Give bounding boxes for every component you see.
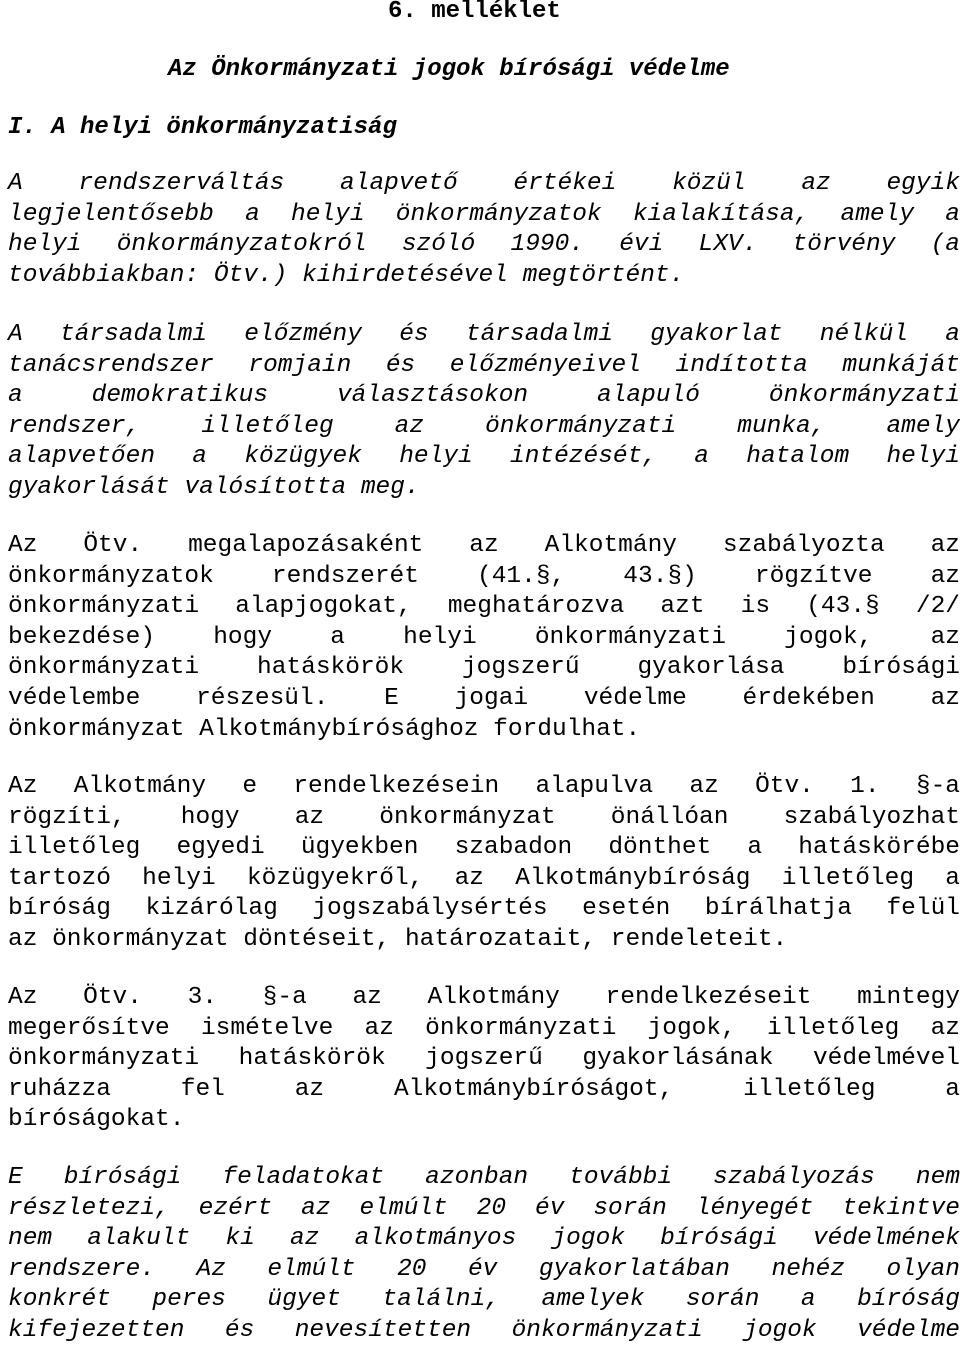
text-line: konkrét peres ügyet találni, amelyek során a bíróság <box>8 1286 960 1314</box>
text-line: részletezi, ezért az elmúlt 20 év során lényegét tekintve <box>8 1194 960 1222</box>
text-line: rögzíti, hogy az önkormányzat önállóan szabályozhat <box>8 803 960 831</box>
annex-label: 6. melléklet <box>388 0 561 25</box>
text-line: gyakorlását valósította meg. <box>8 473 420 501</box>
paragraph-1 <box>8 169 960 291</box>
text-line: E bírósági feladatokat azonban további szabályozás nem <box>8 1164 960 1191</box>
paragraph-5 <box>8 983 960 1136</box>
text-line: bíróságokat. <box>8 1106 185 1134</box>
text-line: A rendszerváltás alapvető értékei közül az egyik <box>8 170 960 197</box>
paragraph-2 <box>8 320 960 504</box>
text-line: kifejezetten és nevesítetten önkormányzati jogok védelme <box>8 1316 960 1344</box>
text-line: megerősítve ismételve az önkormányzati jogok, illetőleg az <box>8 1014 960 1042</box>
text-line: illetőleg egyedi ügyekben szabadon dönthet a hatáskörébe <box>8 834 960 862</box>
text-line: önkormányzati alapjogokat, meghatározva azt is (43.§ /2/ <box>8 593 960 621</box>
text-line: Az Ötv. 3. §-a az Alkotmány rendelkezéseit mintegy <box>8 984 960 1011</box>
text-line: A társadalmi előzmény és társadalmi gyakorlat nélkül a <box>8 321 960 348</box>
paragraph-4 <box>8 772 960 956</box>
section-heading: I. A helyi önkormányzatiság <box>8 114 397 141</box>
text-line: ruházza fel az Alkotmánybíróságot, illetőleg a <box>8 1075 960 1103</box>
page-title: Az Önkormányzati jogok bírósági védelme <box>168 56 730 83</box>
text-line: rendszere. Az elmúlt 20 év gyakorlatában nehéz olyan <box>8 1255 960 1283</box>
text-line: rendszer, illetőleg az önkormányzati munka, amely <box>8 412 960 440</box>
text-line: a demokratikus választásokon alapuló önkormányzati <box>8 382 960 410</box>
paragraph-6 <box>8 1163 960 1347</box>
text-line: Az Ötv. megalapozásaként az Alkotmány szabályozta az <box>8 532 960 559</box>
text-line: helyi önkormányzatokról szóló 1990. évi LXV. törvény (a <box>8 231 960 259</box>
text-line: Az Alkotmány e rendelkezésein alapulva az Ötv. 1. §-a <box>8 773 960 800</box>
text-line: legjelentősebb a helyi önkormányzatok kialakítása, amely a <box>8 200 960 228</box>
text-line: önkormányzat Alkotmánybírósághoz fordulhat. <box>8 715 641 743</box>
text-line: alapvetően a közügyek helyi intézését, a hatalom helyi <box>8 443 960 471</box>
text-line: nem alakult ki az alkotmányos jogok bírósági védelmének <box>8 1225 960 1253</box>
text-line: önkormányzatok rendszerét (41.§, 43.§) rögzítve az <box>8 562 960 590</box>
paragraph-3 <box>8 531 960 745</box>
text-line: bíróság kizárólag jogszabálysértés esetén bírálhatja felül <box>8 895 960 923</box>
text-line: önkormányzati hatáskörök jogszerű gyakorlása bírósági <box>8 654 960 682</box>
text-line: tanácsrendszer romjain és előzményeivel indította munkáját <box>8 351 960 379</box>
text-line: tartozó helyi közügyekről, az Alkotmánybíróság illetőleg a <box>8 864 960 892</box>
text-line: bekezdése) hogy a helyi önkormányzati jogok, az <box>8 623 960 651</box>
text-line: önkormányzati hatáskörök jogszerű gyakorlásának védelmével <box>8 1045 960 1073</box>
text-line: továbbiakban: Ötv.) kihirdetésével megtörtént. <box>8 261 685 289</box>
text-line: az önkormányzat döntéseit, határozatait, rendeleteit. <box>8 925 788 953</box>
text-line: védelembe részesül. E jogai védelme érdekében az <box>8 684 960 712</box>
